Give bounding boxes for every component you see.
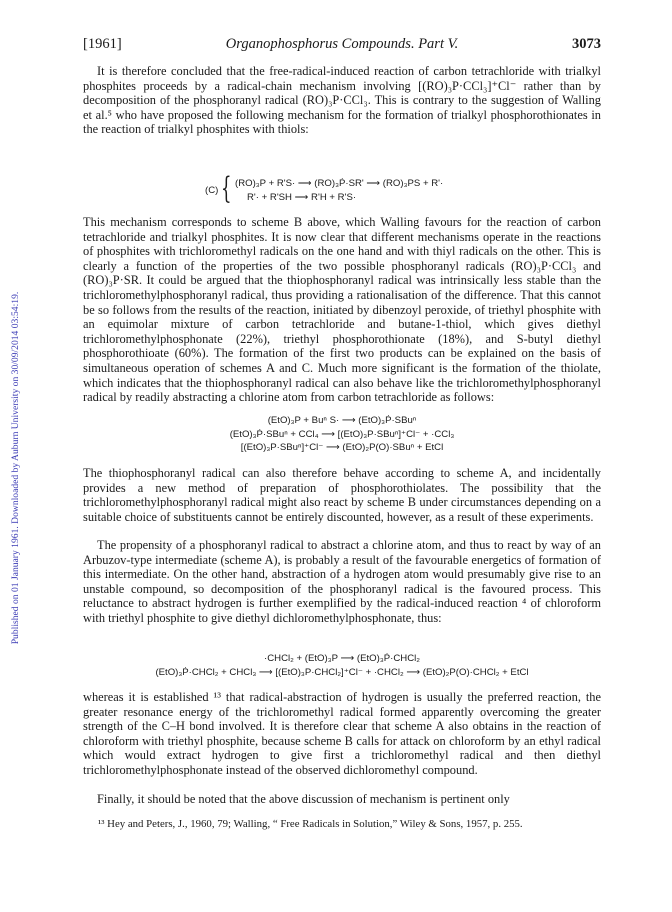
scheme-c-equation xyxy=(205,171,505,207)
equation-line: ·CHCl₂ + (EtO)₃P ⟶ (EtO)₃Ṗ·CHCl₂ xyxy=(264,653,420,664)
header-title: Organophosphorus Compounds. Part V. xyxy=(225,36,459,52)
paragraph-6: Finally, it should be noted that the above discussion of mechanism is pertinent only xyxy=(97,792,510,806)
equation-line: (EtO)₃Ṗ·SBuⁿ + CCl₄ ⟶ [(EtO)₃P·SBuⁿ]⁺Cl⁻ + ·CCl₃ xyxy=(229,428,455,440)
scheme-c-label: (C) xyxy=(205,185,219,196)
download-watermark: Published on 01 January 1961. Downloaded by Auburn University on 30/09/2014 03:54:19. xyxy=(10,291,21,645)
footnote: ¹³ Hey and Peters, J., 1960, 79; Walling, “ Free Radicals in Solution,” Wiley & Sons, 1957, p. 255. xyxy=(98,818,523,830)
page-number: 3073 xyxy=(572,36,601,52)
equation-block-1 xyxy=(83,414,601,455)
paragraph-4: The propensity of a phosphoranyl radical to abstract a chlorine atom, and thus to react by way of an Arbuzov-type intermediate (scheme A), is probably a result of the favourable energetics of formation of this intermediate. On the other hand, abstraction of a hydrogen atom would presumably give rise to an unstable compound, so decomposition of the phosphoranyl radical is the favoured process. This reluctance to abstract hydrogen is further exemplified by the radical-induced reaction ⁴ of chloroform with triethyl phosphite to give diethyl dichloromethylphosphonate, thus: xyxy=(83,538,601,625)
paragraph-5: whereas it is established ¹³ that radical-abstraction of hydrogen is usually the preferred reaction, the greater resonance energy of the trichloromethyl radical formed apparently overcoming the greater strength of the C–H bond involved. It is therefore clear that scheme A also obtains in the reaction of chloroform with triethyl phosphite, because scheme B calls for attack on chloroform by an ethyl radical which would extract hydrogen to give first a trichloromethyl radical and then diethyl trichloromethylphosphonate instead of the observed dichloromethyl compound. xyxy=(83,690,601,777)
paragraph-2: This mechanism corresponds to scheme B above, which Walling favours for the reaction of carbon tetrachloride and trialkyl phosphites. It is now clear that different mechanisms operate in the reactions of phosphites with trichloromethyl radicals on the one hand and with thiyl radicals on the other. This is clearly a function of the properties of the two possible phosphoranyl radicals (RO)₃P·CCl₃ and (RO)₃P·SR. It could be argued that the thiophosphoranyl radical was intrinsically less stable than the trichloromethylphosphoranyl radical, thus providing a rationalisation of the difference. That this cannot be so follows from the results of the reaction, initiated by dibenzoyl peroxide, of triethyl phosphite with an equimolar mixture of carbon tetrachloride and butane-1-thiol, which gives diethyl trichloromethylphosphonate (22%), triethyl phosphorothionate (18%), and S-butyl diethyl phosphorothioate (60%). The formation of the first two products can be explained on the basis of simultaneous operation of schemes A and C. Much more significant is the formation of the thiolate, which indicates that the thiophosphoranyl radical can also behave like the trichloromethylphosphoranyl radical by readily abstracting a chlorine atom from carbon tetrachloride as follows: xyxy=(83,215,601,405)
paragraph-1: It is therefore concluded that the free-radical-induced reaction of carbon tetrachloride with trialkyl phosphites proceeds by a radical-chain mechanism involving [(RO)₃P·CCl₃]⁺Cl⁻ rather than by decomposition of the phosphoranyl radical (RO)₃P·CCl₃. This is contrary to the suggestion of Walling et al.⁵ who have proposed the following mechanism for the formation of trialkyl phosphorothionates in the reaction of trialkyl phosphites with thiols: xyxy=(83,64,601,137)
page-header xyxy=(83,36,601,56)
left-brace-icon: { xyxy=(221,171,232,206)
equation-line: (EtO)₃Ṗ·CHCl₂ + CHCl₃ ⟶ [(EtO)₃P·CHCl₂]⁺Cl⁻ + ·CHCl₂ ⟶ (EtO)₂P(O)·CHCl₂ + EtCl xyxy=(155,666,529,678)
scheme-c-line-1: (RO)₃P + R'S· ⟶ (RO)₃Ṗ·SR' ⟶ (RO)₃PS + R'· xyxy=(235,178,444,189)
equation-block-2 xyxy=(83,652,601,679)
header-year: [1961] xyxy=(83,36,122,52)
equation-line: (EtO)₃P + Buⁿ S· ⟶ (EtO)₃Ṗ·SBuⁿ xyxy=(267,415,417,426)
equation-line: [(EtO)₃P·SBuⁿ]⁺Cl⁻ ⟶ (EtO)₂P(O)·SBuⁿ + EtCl xyxy=(240,442,444,454)
scheme-c-line-2: R'· + R'SH ⟶ R'H + R'S· xyxy=(247,192,357,203)
paragraph-3: The thiophosphoranyl radical can also therefore behave according to scheme A, and incidentally provides a new method of preparation of phosphorothiolates. The possibility that the trichloromethylphosphoranyl radical might also react by scheme B under circumstances depending on a suitable choice of substituents cannot be entirely discounted, however, as a result of these experiments. xyxy=(83,466,601,524)
